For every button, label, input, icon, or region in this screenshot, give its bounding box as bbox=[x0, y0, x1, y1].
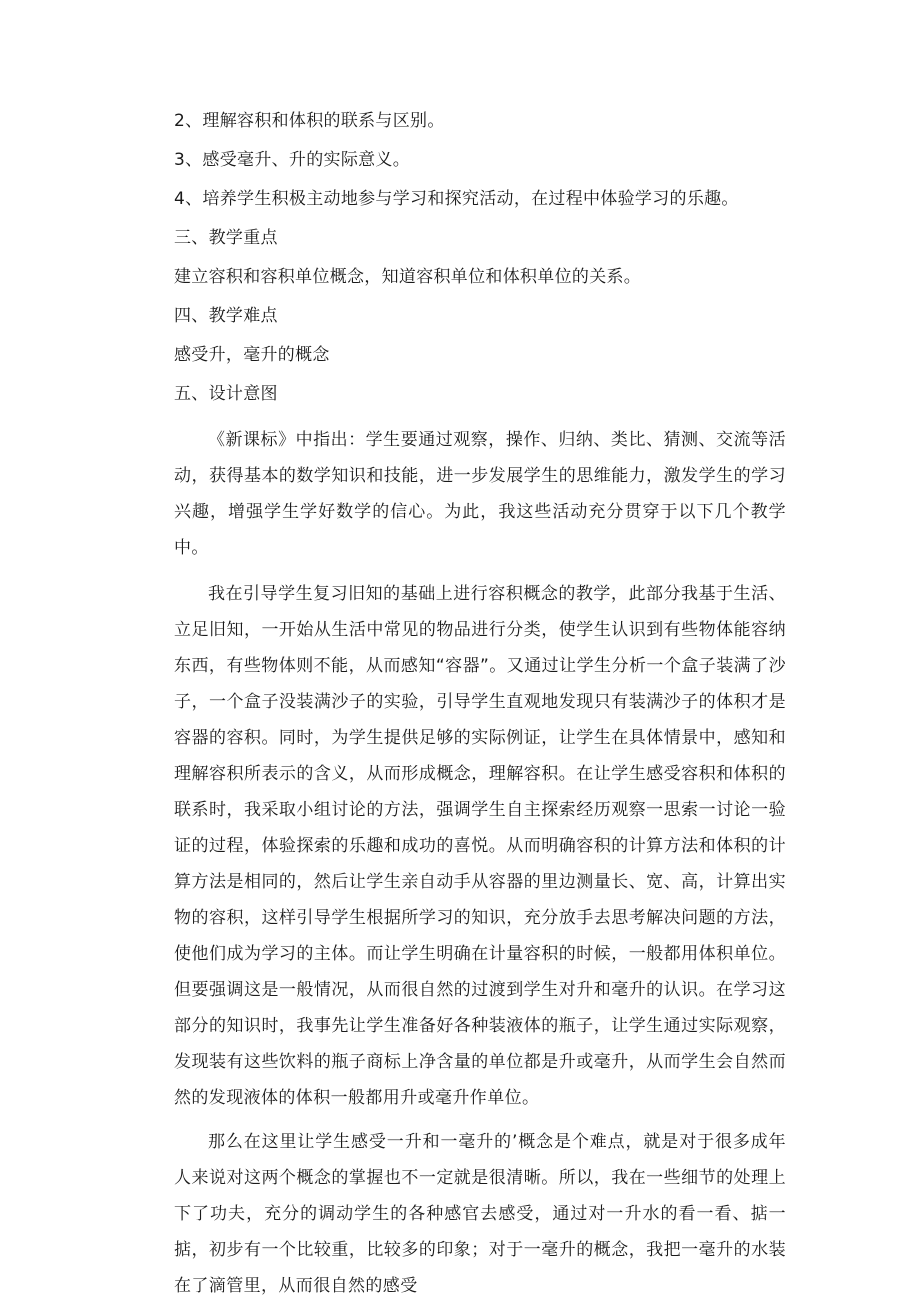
objective-item-4: 4、培养学生积极主动地参与学习和探究活动，在过程中体验学习的乐趣。 bbox=[174, 189, 739, 209]
paragraph-liter-milliliter: 那么在这里让学生感受一升和一毫升的’概念是个难点，就是对于很多成年人来说对这两个概念的掌握也不一定就是很清晰。所以，我在一些细节的处理上下了功夫，充分的调动学生的各种感官去感受，通过对一升水的看一看、掂一掂，初步有一个比较重，比较多的印象；对于一毫升的概念，我把一毫升的水装在了滴管里，从而很自然的感受 bbox=[174, 1132, 786, 1296]
section-heading-design-intent: 五、设计意图 bbox=[174, 384, 278, 404]
section-heading-key-points: 三、教学重点 bbox=[174, 228, 278, 248]
objective-item-3: 3、感受毫升、升的实际意义。 bbox=[174, 150, 411, 170]
document-page bbox=[174, 110, 786, 1304]
difficulties-text: 感受升，毫升的概念 bbox=[174, 345, 330, 365]
paragraph-volume-concept: 我在引导学生复习旧知的基础上进行容积概念的教学，此部分我基于生活、立足旧知，一开始从生活中常见的物品进行分类，使学生认识到有些物体能容纳东西，有些物体则不能，从而感知“容器”。又通过让学生分析一个盒子装满了沙子，一个盒子没装满沙子的实验，引导学生直观地发现只有装满沙子的体积才是容器的容积。同时，为学生提供足够的实际例证，让学生在具体情景中，感知和理解容积所表示的含义，从而形成概念，理解容积。在让学生感受容积和体积的联系时，我采取小组讨论的方法，强调学生自主探索经历观察一思索一讨论一验证的过程，体验探索的乐趣和成功的喜悦。从而明确容积的计算方法和体积的计算方法是相同的，然后让学生亲自动手从容器的里边测量长、宽、高，计算出实物的容积，这样引导学生根据所学习的知识，充分放手去思考解决问题的方法，使他们成为学习的主体。而让学生明确在计量容积的时候，一般都用体积单位。但要强调这是一般情况，从而很自然的过渡到学生对升和毫升的认识。在学习这部分的知识时，我事先让学生准备好各种装液体的瓶子，让学生通过实际观察，发现装有这些饮料的瓶子商标上净含量的单位都是升或毫升，从而学生会自然而然的发现液体的体积一般都用升或毫升作单位。 bbox=[174, 584, 786, 1108]
objective-item-2: 2、理解容积和体积的联系与区别。 bbox=[174, 111, 445, 131]
section-heading-difficulties: 四、教学难点 bbox=[174, 306, 278, 326]
key-points-text: 建立容积和容积单位概念，知道容积单位和体积单位的关系。 bbox=[174, 267, 642, 287]
paragraph-curriculum: 《新课标》中指出：学生要通过观察，操作、归纳、类比、猜测、交流等活动，获得基本的数学知识和技能，进一步发展学生的思维能力，激发学生的学习兴趣，增强学生学好数学的信心。为此，我这些活动充分贯穿于以下几个教学中。 bbox=[174, 430, 786, 558]
